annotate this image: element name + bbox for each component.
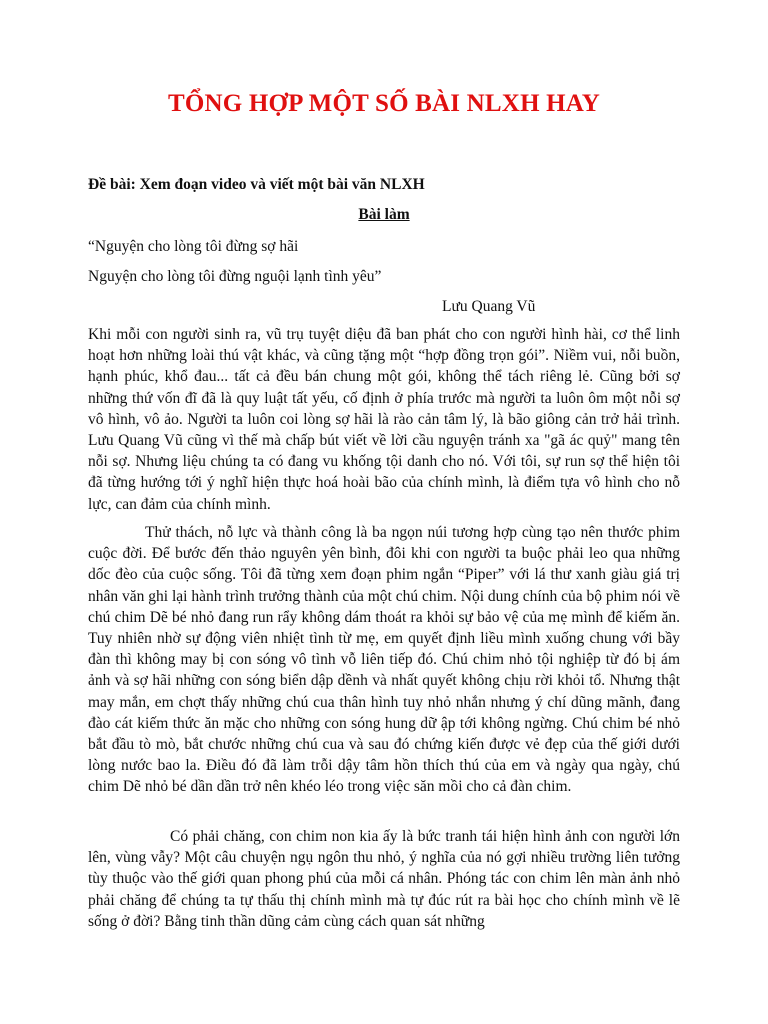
quote-line-2: Nguyện cho lòng tôi đừng nguội lạnh tình yêu”	[88, 268, 382, 285]
paragraph-2: Thử thách, nỗ lực và thành công là ba ngọn núi tương hợp cùng tạo nên thước phim cuộc đời. Để bước đến thảo nguyên yên bình, đôi khi con người ta buộc phải leo qua những dốc đèo của cuộc sống. Tôi đã từng xem đoạn phim ngắn “Piper” với lá thư xanh giàu giá trị nhân văn ghi lại hành trình trưởng thành của một chú chim. Nội dung chính của bộ phim nói về chú chim Dẽ bé nhỏ đang run rẩy không dám thoát ra khỏi sự bảo vệ của mẹ mình để kiếm ăn. Tuy nhiên nhờ sự động viên nhiệt tình từ mẹ, em quyết định liều mình xuống chung với bầy đàn thì không may bị con sóng vô tình vỗ liên tiếp đó. Chú chim nhỏ tội nghiệp từ đó bị ám ảnh và sợ hãi những con sóng biển dập dềnh và nhất quyết không chịu rời khỏi tổ. Nhưng thật may mắn, em chợt thấy những chú cua thân hình tuy nhỏ nhắn nhưng ý chí dũng mãnh, đang đào cát kiếm thức ăn mặc cho những con sóng hung dữ ập tới không ngừng. Chú chim bé nhỏ bắt đầu tò mò, bắt chước những chú cua và sau đó chứng kiến được vẻ đẹp của thế giới dưới lòng nước bao la. Điều đó đã làm trỗi dậy tâm hồn thích thú của em và ngày qua ngày, chú chim Dẽ nhỏ bé dần dần trở nên khéo léo trong việc săn mồi cho cả đàn chim.	[88, 524, 680, 796]
document-title: TỔNG HỢP MỘT SỐ BÀI NLXH HAY	[167, 90, 601, 117]
paragraph-3: Có phải chăng, con chim non kia ấy là bức tranh tái hiện hình ảnh con người lớn lên, vùng vẫy? Một câu chuyện ngụ ngôn thu nhỏ, ý nghĩa của nó gợi nhiều trường liên tưởng tùy thuộc vào thế giới quan phong phú của mỗi cá nhân. Phóng tác con chim lên màn ảnh nhỏ phải chăng để chúng ta tự thấu thị chính mình mà tự đúc rút ra bài học cho chính mình về lẽ sống ở đời? Bằng tinh thần dũng cảm cùng cách quan sát những	[88, 828, 680, 930]
paragraph-1: Khi mỗi con người sinh ra, vũ trụ tuyệt diệu đã ban phát cho con người hình hài, cơ thể linh hoạt hơn những loài thú vật khác, và cũng tặng một “hợp đồng trọn gói”. Niềm vui, nỗi buồn, hạnh phúc, khổ đau... tất cả đều bán chung một gói, không thể tách riêng lẻ. Cũng bởi sợ những thứ vốn đĩ đã là quy luật tất yếu, cố định ở phía trước mà người ta luôn ôm một nỗi sợ vô hình, vô ảo. Người ta luôn coi lòng sợ hãi là rào cản tâm lý, là bão giông cản trở hải trình. Lưu Quang Vũ cũng vì thế mà chấp bút viết về lời cầu nguyện tránh xa "gã ác quỷ" mang tên nỗi sợ. Nhưng liệu chúng ta có đang vu khống tội danh cho nó. Với tôi, sự run sợ thể hiện tôi đã từng hướng tới ý nghĩ hiện thực hoá hoài bão của chính mình, là điểm tựa vô hình cho nỗ lực, can đảm của chính mình.	[88, 326, 680, 513]
quote-author: Lưu Quang Vũ	[442, 298, 536, 315]
quote-line-1: “Nguyện cho lòng tôi đừng sợ hãi	[88, 238, 299, 255]
assignment-prompt: Đề bài: Xem đoạn video và viết một bài văn NLXH	[88, 176, 425, 193]
section-heading: Bài làm	[358, 206, 410, 223]
